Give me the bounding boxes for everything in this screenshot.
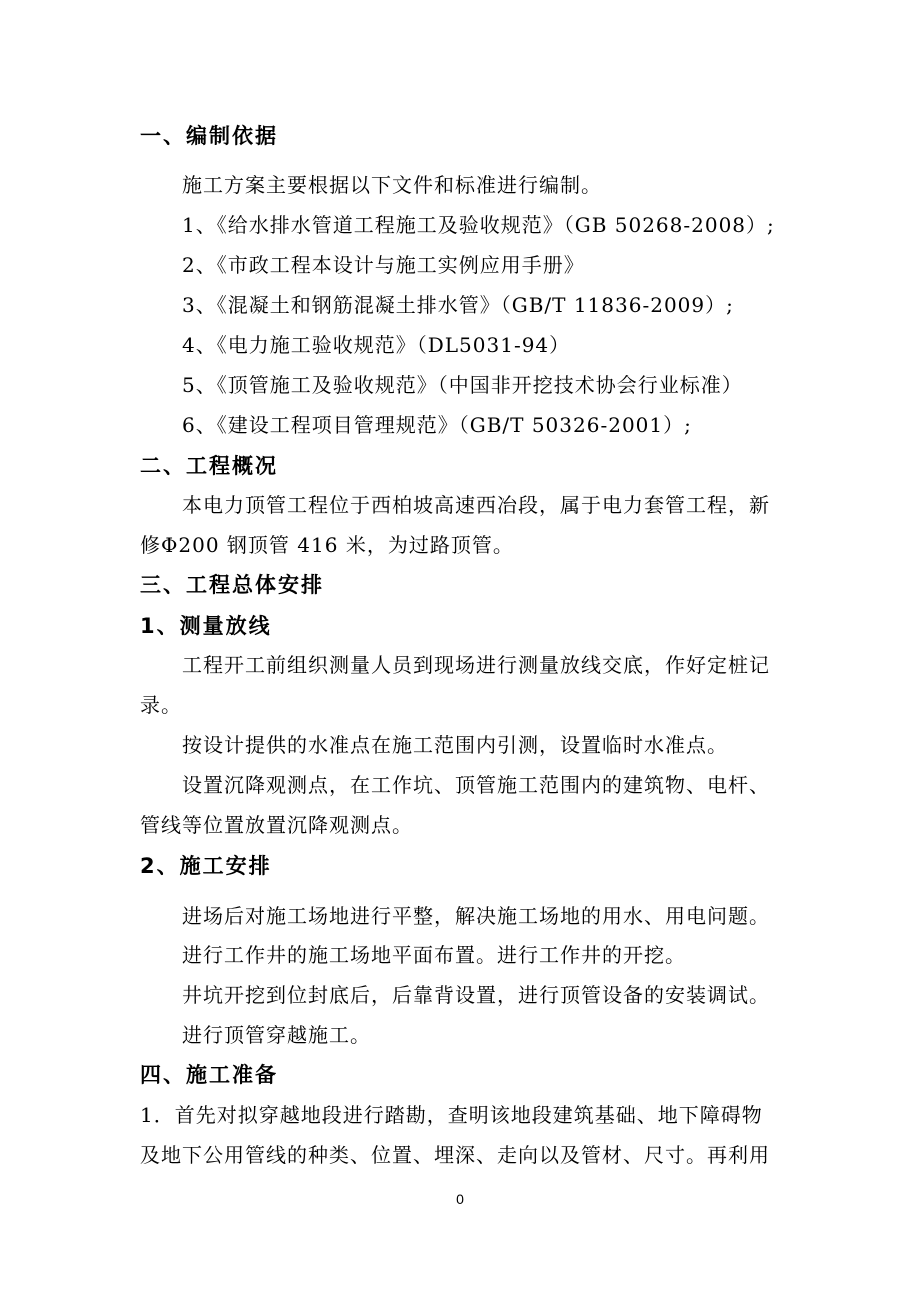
subsection-survey-heading: 1、测量放线 (140, 614, 272, 638)
reference-item-3: 3、《混凝土和钢筋混凝土排水管》（GB/T 11836-2009）; (182, 293, 734, 317)
reference-item-6: 6、《建设工程项目管理规范》（GB/T 50326-2001）; (182, 413, 692, 437)
section-1-heading: 一、编制依据 (140, 124, 278, 148)
preparation-line-2: 及地下公用管线的种类、位置、埋深、走向以及管材、尺寸。再利用 (140, 1143, 770, 1167)
section-4-heading: 四、施工准备 (140, 1063, 278, 1087)
page-number: 0 (456, 1191, 464, 1207)
overview-line-2: 修Φ200 钢顶管 416 米，为过路顶管。 (140, 533, 514, 557)
survey-para-3-line-1: 设置沉降观测点，在工作坑、顶管施工范围内的建筑物、电杆、 (182, 773, 770, 797)
arrangement-item-3: 井坑开挖到位封底后，后靠背设置，进行顶管设备的安装调试。 (182, 983, 770, 1007)
section-1-intro: 施工方案主要根据以下文件和标准进行编制。 (182, 173, 602, 197)
survey-para-1-line-2: 录。 (140, 693, 182, 717)
arrangement-item-4: 进行顶管穿越施工。 (182, 1023, 371, 1047)
arrangement-item-2: 进行工作井的施工场地平面布置。进行工作井的开挖。 (182, 943, 686, 967)
subsection-arrangement-heading: 2、施工安排 (140, 854, 272, 878)
survey-para-3-line-2: 管线等位置放置沉降观测点。 (140, 813, 413, 837)
survey-para-1-line-1: 工程开工前组织测量人员到现场进行测量放线交底，作好定桩记 (182, 653, 770, 677)
overview-line-1: 本电力顶管工程位于西柏坡高速西冶段，属于电力套管工程，新 (182, 493, 770, 517)
reference-item-1: 1、《给水排水管道工程施工及验收规范》（GB 50268-2008）; (182, 213, 775, 237)
reference-item-4: 4、《电力施工验收规范》（DL5031-94） (182, 333, 571, 357)
preparation-line-1: 1．首先对拟穿越地段进行踏勘，查明该地段建筑基础、地下障碍物 (140, 1103, 763, 1127)
section-3-heading: 三、工程总体安排 (140, 573, 324, 597)
section-2-heading: 二、工程概况 (140, 454, 278, 478)
survey-para-2: 按设计提供的水准点在施工范围内引测，设置临时水准点。 (182, 733, 728, 757)
reference-item-2: 2、《市政工程本设计与施工实例应用手册》 (182, 253, 585, 277)
arrangement-item-1: 进场后对施工场地进行平整，解决施工场地的用水、用电问题。 (182, 904, 770, 928)
reference-item-5: 5、《顶管施工及验收规范》（中国非开挖技术协会行业标准） (182, 373, 743, 397)
